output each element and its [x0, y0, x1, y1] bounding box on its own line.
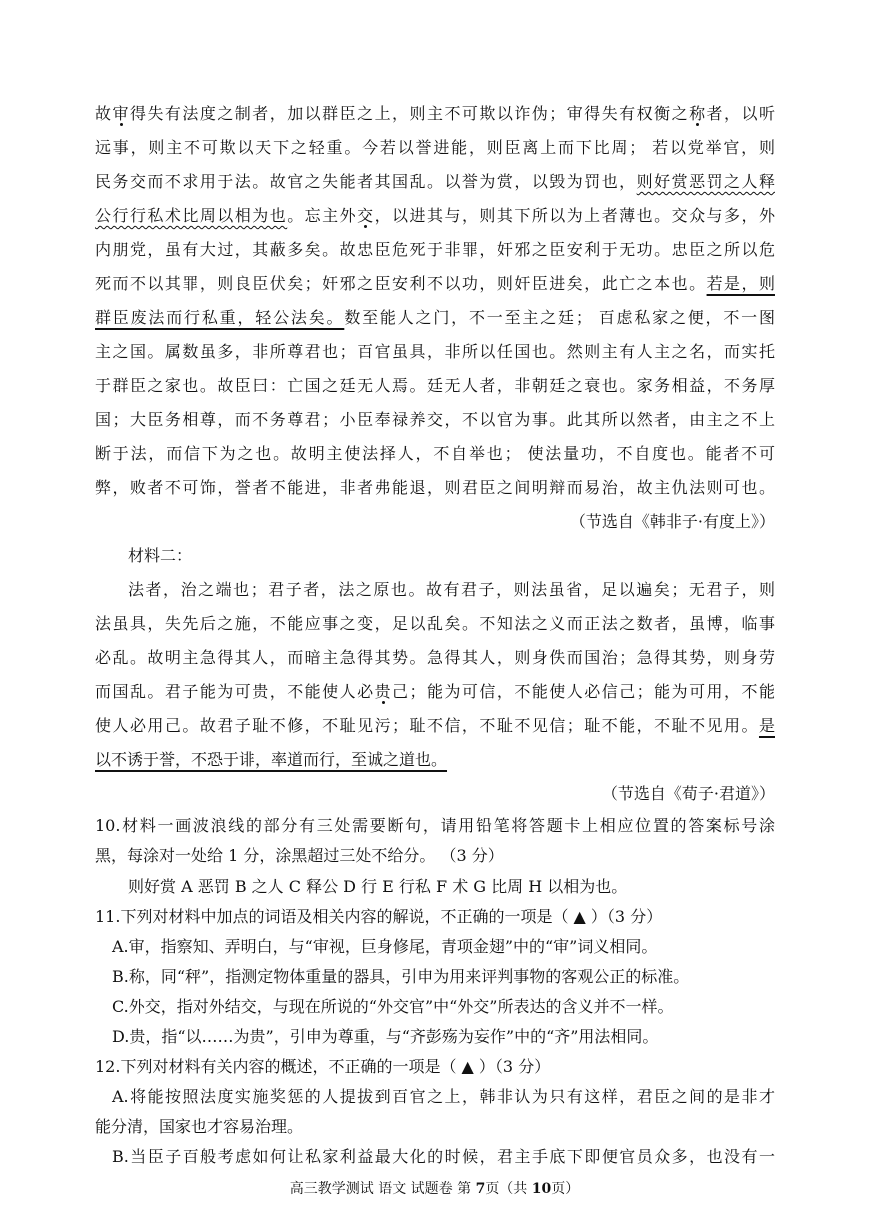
material1-line-6: 死而不以其罪，则良臣伏矣；奸邪之臣安利不以功，则奸臣进矣，此亡之本也。若是，则: [95, 274, 775, 293]
underlined-text: 是: [758, 716, 775, 735]
material1-line-3: 民务交而不求用于法。故官之失能者其国乱。以誉为赏，以毁为罚也，则好赏恶罚之人释: [95, 172, 775, 191]
question-10-answer-options: 则好赏 A 恶罚 B 之人 C 释公 D 行 E 行私 F 术 G 比周 H 以相为也。: [128, 877, 628, 896]
material2-line-3: 必乱。故明主急得其人，而暗主急得其势。急得其人，则身佚而国治；急得其势，则身劳: [95, 648, 775, 667]
question-11-option-b: B.称，同“秤”，指测定物体重量的器具，引申为用来评判事物的客观公正的标准。: [112, 967, 690, 986]
question-11-stem: 11.下列对材料中加点的词语及相关内容的解说，不正确的一项是（ ▲ ）（3 分）: [95, 907, 663, 926]
wavy-underline-text: 公行行私术比周以相为也: [95, 206, 288, 225]
dotted-char-gui: 贵: [374, 682, 393, 701]
material1-line-7: 群臣废法而行私重，轻公法矣。数至能人之门，不一至主之廷； 百虑私家之便，不一图: [95, 308, 775, 327]
material2-line-6: [95, 745, 775, 775]
material1-line-10: 国；大臣务相尊，而不务尊君；小臣奉禄养交，不以官为事。此其所以然者，由主之不上: [95, 410, 775, 429]
question-10-line-2: 黑，每涂对一处给 1 分，涂黑超过三处不给分。 （3 分）: [95, 846, 504, 865]
material1-line-5: 内朋党，虽有大过，其蔽多矣。故忠臣危死于非罪，奸邪之臣安利于无功。忠臣之所以危: [95, 240, 775, 259]
material1-line-11: 断于法，而信下为之也。故明主使法择人，不自举也； 使法量功，不自度也。能者不可: [95, 444, 775, 463]
page-total: 10: [531, 1181, 552, 1197]
wavy-underline-text: 则好赏恶罚之人释: [636, 172, 775, 191]
question-10-line-1: 10.材料一画波浪线的部分有三处需要断句，请用铅笔将答题卡上相应位置的答案标号涂: [95, 816, 775, 835]
material1-line-4: 公行行私术比周以相为也。忘主外交，以进其与，则其下所以为上者薄也。交众与多，外: [95, 206, 775, 225]
page-number: 7: [475, 1181, 486, 1197]
underlined-text: 以不诱于誉，不恐于诽，率道而行，至诚之道也。: [95, 750, 448, 769]
material2-heading: 材料二：: [128, 546, 193, 565]
dotted-char-shen: 审: [112, 104, 130, 123]
question-12-stem: 12.下列对材料有关内容的概述，不正确的一项是（ ▲ ）（3 分）: [95, 1057, 551, 1076]
dotted-char-cheng: 称: [689, 104, 707, 123]
page-footer: 高三教学测试 语文 试题卷 第 7页（共 10页）: [289, 1181, 580, 1197]
material2-source: （节选自《荀子·君道》）: [601, 784, 775, 803]
material1-line-1: 故审得失有法度之制者，加以群臣之上，则主不可欺以诈伪；审得失有权衡之称者，以听: [95, 104, 775, 123]
material1-source: （节选自《韩非子·有度上》）: [569, 512, 775, 531]
question-11-option-d: D.贵，指“以……为贵”，引申为尊重，与“齐彭殇为妄作”中的“齐”用法相同。: [112, 1027, 659, 1046]
question-12-option-a-line-2: 能分清，国家也才容易治理。: [95, 1117, 304, 1136]
material1-line-8: 主之国。属数虽多，非所尊君也；百官虽具，非所以任国也。然则主有人主之名，而实托: [95, 342, 775, 361]
material1-line-9: 于群臣之家也。故臣曰：亡国之廷无人焉。廷无人者，非朝廷之衰也。家务相益，不务厚: [95, 376, 775, 395]
material2-line-5: 使人必用己。故君子耻不修，不耻见污；耻不信，不耻不见信；耻不能，不耻不见用。是: [95, 716, 775, 735]
question-12-option-a-line-1: A.将能按照法度实施奖惩的人提拔到百官之上，韩非认为只有这样，君臣之间的是非才: [112, 1087, 775, 1106]
dotted-char-jiao: 交: [357, 206, 375, 225]
underlined-text: 群臣废法而行私重，轻公法矣。: [95, 308, 345, 327]
underlined-text: 若是，则: [706, 274, 775, 293]
question-12-option-b-line-1: B.当臣子百般考虑如何让私家利益最大化的时候，君主手底下即便官员众多，也没有一: [112, 1147, 775, 1166]
material2-line-1: 法者，治之端也；君子者，法之原也。故有君子，则法虽省，足以遍矣；无君子，则: [128, 580, 775, 599]
question-11-option-c: C.外交，指对外结交，与现在所说的“外交官”中“外交”所表达的含义并不一样。: [112, 997, 674, 1016]
material1-line-12: 弊，败者不可饰，誉者不能进，非者弗能退，则君臣之间明辩而易治，故主仇法则可也。: [95, 478, 775, 497]
material1-line-2: 远事，则主不可欺以天下之轻重。今若以誉进能，则臣离上而下比周； 若以党举官，则: [95, 138, 775, 157]
material2-line-4: 而国乱。君子能为可贵，不能使人必贵己；能为可信，不能使人必信己；能为可用，不能: [95, 682, 775, 701]
material2-line-2: 法虽具，失先后之施，不能应事之变，足以乱矣。不知法之义而正法之数者，虽博，临事: [95, 614, 775, 633]
question-11-option-a: A.审，指察知、弄明白，与“审视，巨身修尾，青项金翅”中的“审”词义相同。: [112, 937, 658, 956]
